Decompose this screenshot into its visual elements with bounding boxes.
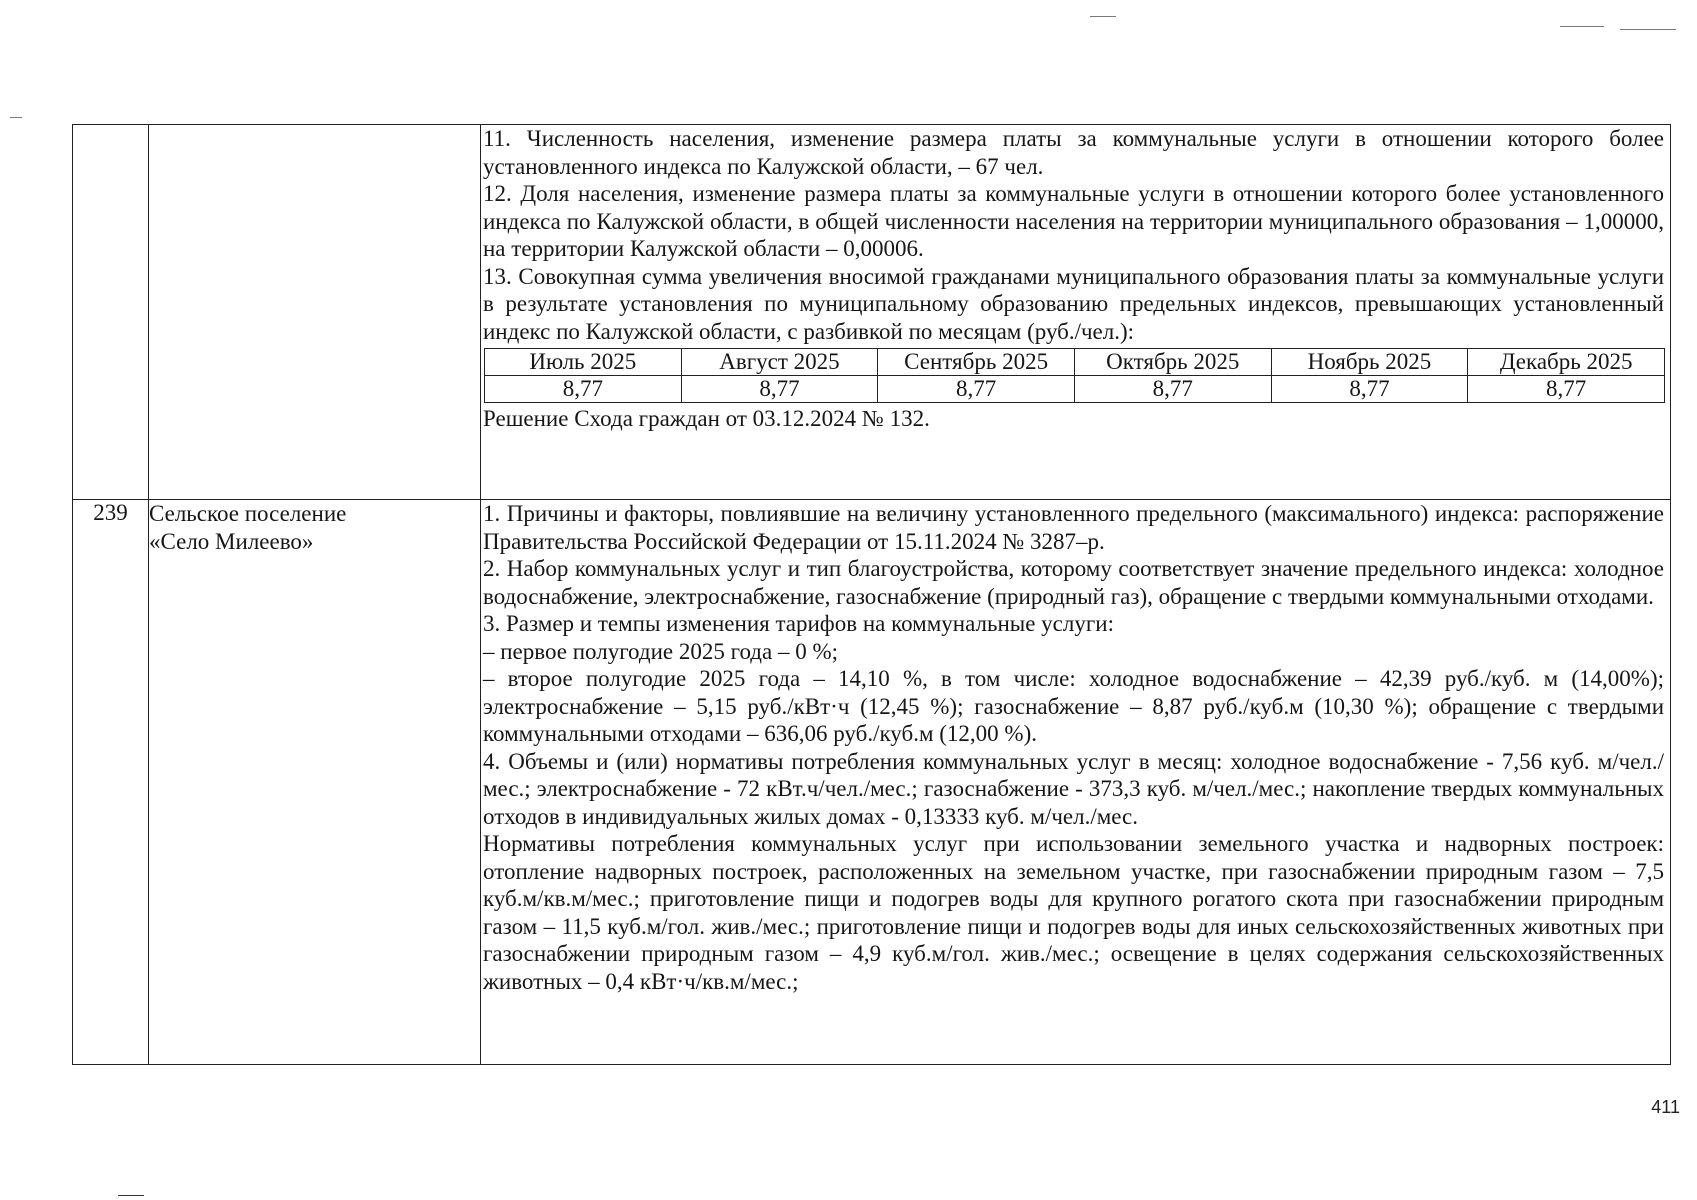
table-row-239 — [73, 500, 1671, 1065]
month-value: 8,77 — [1468, 376, 1665, 403]
month-header: Сентябрь 2025 — [878, 349, 1075, 376]
paragraph-11: 11. Численность населения, изменение размера платы за коммунальные услуги в отношении которого более установленного индекса по Калужской области, – 67 чел. — [483, 126, 1664, 179]
monthly-increase-table — [484, 348, 1665, 403]
paragraph-12: 12. Доля населения, изменение размера платы за коммунальные услуги в отношении которого более установленного индекса по Калужской области, в общей численности населения на территории муниципального образования – 1,00000, на территории Калужской области – 0,00006. — [483, 181, 1664, 261]
month-value: 8,77 — [485, 376, 682, 403]
paragraph-1: 1. Причины и факторы, повлиявшие на величину установленного предельного (максимального) индекса: распоряжение Правительства Российской Федерации от 15.11.2024 № 3287–р. — [483, 501, 1664, 554]
month-header: Ноябрь 2025 — [1271, 349, 1468, 376]
month-value: 8,77 — [1271, 376, 1468, 403]
scan-artifact-line — [118, 1195, 144, 1196]
month-value: 8,77 — [1074, 376, 1271, 403]
months-values-row — [485, 376, 1665, 403]
decision-text: Решение Схода граждан от 03.12.2024 № 132. — [483, 406, 930, 431]
paragraph-3-first-half: – первое полугодие 2025 года – 0 %; — [483, 638, 839, 664]
month-value: 8,77 — [681, 376, 878, 403]
municipality-name-line1: Сельское поселение — [149, 501, 347, 526]
month-header: Октябрь 2025 — [1074, 349, 1271, 376]
scan-artifact-line — [1090, 16, 1116, 17]
row-number: 239 — [73, 500, 149, 1065]
indices-table — [72, 124, 1671, 1065]
paragraph-3: 3. Размер и темпы изменения тарифов на коммунальные услуги: — [483, 611, 1114, 636]
month-header: Август 2025 — [681, 349, 878, 376]
name-cell — [149, 125, 481, 500]
scan-artifact-line — [1620, 29, 1676, 30]
scan-artifact-line — [1560, 26, 1604, 27]
number-cell — [73, 125, 149, 500]
details-cell — [481, 500, 1671, 1065]
paragraph-norms: Нормативы потребления коммунальных услуг при использовании земельного участка и надворных построек: отопление надворных построек, расположенных на земельном участке, при газоснабжении природным газом – 7,5 куб.м/кв.м/мес.; приготовление пищи и подогрев воды для крупного рогатого скота при газоснабжении природным газом – 11,5 куб.м/гол. жив./мес.; приготовление пищи и подогрев воды для иных сельскохозяйственных животных при газоснабжении природным газом – 4,9 куб.м/гол. жив./мес.; освещение в целях содержания сельскохозяйственных животных – 0,4 кВт·ч/кв.м/мес.; — [483, 831, 1664, 994]
municipality-name — [149, 500, 481, 1065]
month-value: 8,77 — [878, 376, 1075, 403]
paragraph-2: 2. Набор коммунальных услуг и тип благоустройства, которому соответствует значение предельного индекса: холодное водоснабжение, электроснабжение, газоснабжение (природный газ), обращение с твердыми коммунальными отходами. — [483, 556, 1664, 609]
paragraph-13: 13. Совокупная сумма увеличения вносимой гражданами муниципального образования платы за коммунальные услуги в результате установления по муниципальному образованию предельных индексов, превышающих установленный индекс по Калужской области, с разбивкой по месяцам (руб./чел.): — [483, 263, 1664, 344]
municipality-name-line2: «Село Милеево» — [149, 529, 314, 554]
paragraph-4: 4. Объемы и (или) нормативы потребления коммунальных услуг в месяц: холодное водоснабжение - 7,56 куб. м/чел./мес.; электроснабжение - 72 кВт.ч/чел./мес.; газоснабжение - 373,3 куб. м/чел./мес.; накопление твердых коммунальных отходов в индивидуальных жилых домах - 0,13333 куб. м/чел./мес. — [483, 748, 1664, 829]
table-row-continued — [73, 125, 1671, 500]
month-header: Декабрь 2025 — [1468, 349, 1665, 376]
scan-artifact-line — [10, 117, 22, 118]
page-number: 411 — [1651, 1097, 1680, 1117]
month-header: Июль 2025 — [485, 349, 682, 376]
months-header-row — [485, 349, 1665, 376]
details-cell — [481, 125, 1671, 500]
paragraph-3-second-half: – второе полугодие 2025 года – 14,10 %, в том числе: холодное водоснабжение – 42,39 руб./куб. м (14,00%); электроснабжение – 5,15 руб./кВт·ч (12,45 %); газоснабжение – 8,87 руб./куб.м (10,30 %); обращение с твердыми коммунальными отходами – 636,06 руб./куб.м (12,00 %). — [483, 666, 1664, 746]
